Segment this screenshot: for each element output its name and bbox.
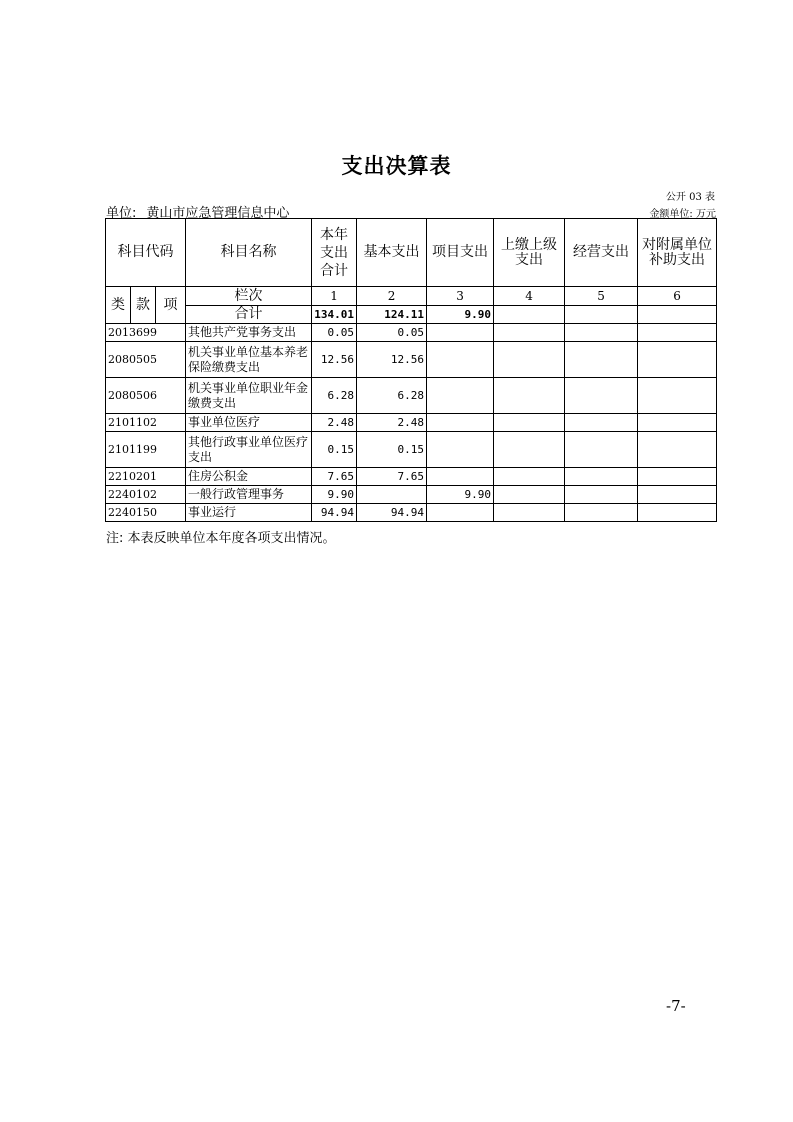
table-row <box>106 414 717 432</box>
sum-basic: 124.11 <box>357 306 427 324</box>
row-code: 2240102 <box>106 486 186 504</box>
row-code: 2240150 <box>106 504 186 522</box>
row-code: 2101102 <box>106 414 186 432</box>
col-num: 5 <box>565 287 638 306</box>
row-total: 9.90 <box>312 486 357 504</box>
unit-row <box>106 202 716 221</box>
page-number: -7- <box>666 997 686 1015</box>
column-order-label: 栏次 <box>186 287 312 306</box>
column-order-row <box>106 287 717 306</box>
header-project: 项目支出 <box>427 219 494 287</box>
unit-value: 黄山市应急管理信息中心 <box>146 206 290 221</box>
unit-label: 单位: 黄山市应急管理信息中心 <box>106 206 290 221</box>
header-business: 经营支出 <box>565 219 638 287</box>
row-code: 2013699 <box>106 324 186 342</box>
row-total: 6.28 <box>312 378 357 414</box>
header-row <box>106 219 717 287</box>
row-name: 事业运行 <box>186 504 312 522</box>
col-num: 6 <box>638 287 717 306</box>
row-basic: 0.05 <box>357 324 427 342</box>
row-code: 2101199 <box>106 432 186 468</box>
header-kuan: 款 <box>131 287 156 324</box>
header-basic: 基本支出 <box>357 219 427 287</box>
row-basic: 6.28 <box>357 378 427 414</box>
row-basic: 7.65 <box>357 468 427 486</box>
row-code: 2080505 <box>106 342 186 378</box>
header-subject-name: 科目名称 <box>186 219 312 287</box>
row-basic: 94.94 <box>357 504 427 522</box>
row-basic <box>357 486 427 504</box>
row-basic: 12.56 <box>357 342 427 378</box>
table-row <box>106 432 717 468</box>
sum-project: 9.90 <box>427 306 494 324</box>
row-basic: 2.48 <box>357 414 427 432</box>
row-name: 其他行政事业单位医疗支出 <box>186 432 312 468</box>
row-project <box>427 378 494 414</box>
row-project: 9.90 <box>427 486 494 504</box>
row-project <box>427 468 494 486</box>
row-total: 7.65 <box>312 468 357 486</box>
row-total: 2.48 <box>312 414 357 432</box>
row-project <box>427 342 494 378</box>
row-name: 其他共产党事务支出 <box>186 324 312 342</box>
row-total: 0.05 <box>312 324 357 342</box>
row-name: 事业单位医疗 <box>186 414 312 432</box>
table-row <box>106 342 717 378</box>
row-project <box>427 414 494 432</box>
sum-row <box>106 306 717 324</box>
row-total: 12.56 <box>312 342 357 378</box>
row-name: 住房公积金 <box>186 468 312 486</box>
col-num: 1 <box>312 287 357 306</box>
row-project <box>427 432 494 468</box>
row-total: 0.15 <box>312 432 357 468</box>
col-num: 3 <box>427 287 494 306</box>
header-upper: 上缴上级 支出 <box>494 219 565 287</box>
header-subsidiary: 对附属单位 补助支出 <box>638 219 717 287</box>
table-row <box>106 378 717 414</box>
form-number: 公开 03 表 <box>665 192 715 203</box>
table-row <box>106 504 717 522</box>
sum-label: 合计 <box>186 306 312 324</box>
col-num: 4 <box>494 287 565 306</box>
row-project <box>427 324 494 342</box>
row-total: 94.94 <box>312 504 357 522</box>
table-row <box>106 324 717 342</box>
col-num: 2 <box>357 287 427 306</box>
header-lei: 类 <box>106 287 131 324</box>
row-code: 2210201 <box>106 468 186 486</box>
row-name: 一般行政管理事务 <box>186 486 312 504</box>
page-title: 支出决算表 <box>341 154 452 178</box>
row-name: 机关事业单位职业年金缴费支出 <box>186 378 312 414</box>
table-row <box>106 468 717 486</box>
table-note: 注: 本表反映单位本年度各项支出情况。 <box>106 531 336 546</box>
amount-unit: 金额单位: 万元 <box>649 209 716 220</box>
header-subject-code: 科目代码 <box>106 219 186 287</box>
row-code: 2080506 <box>106 378 186 414</box>
expenditure-table <box>105 218 717 522</box>
row-basic: 0.15 <box>357 432 427 468</box>
table-row <box>106 486 717 504</box>
header-total: 本年 支出 合计 <box>312 219 357 287</box>
sum-total: 134.01 <box>312 306 357 324</box>
header-xiang: 项 <box>156 287 186 324</box>
row-project <box>427 504 494 522</box>
row-name: 机关事业单位基本养老保险缴费支出 <box>186 342 312 378</box>
